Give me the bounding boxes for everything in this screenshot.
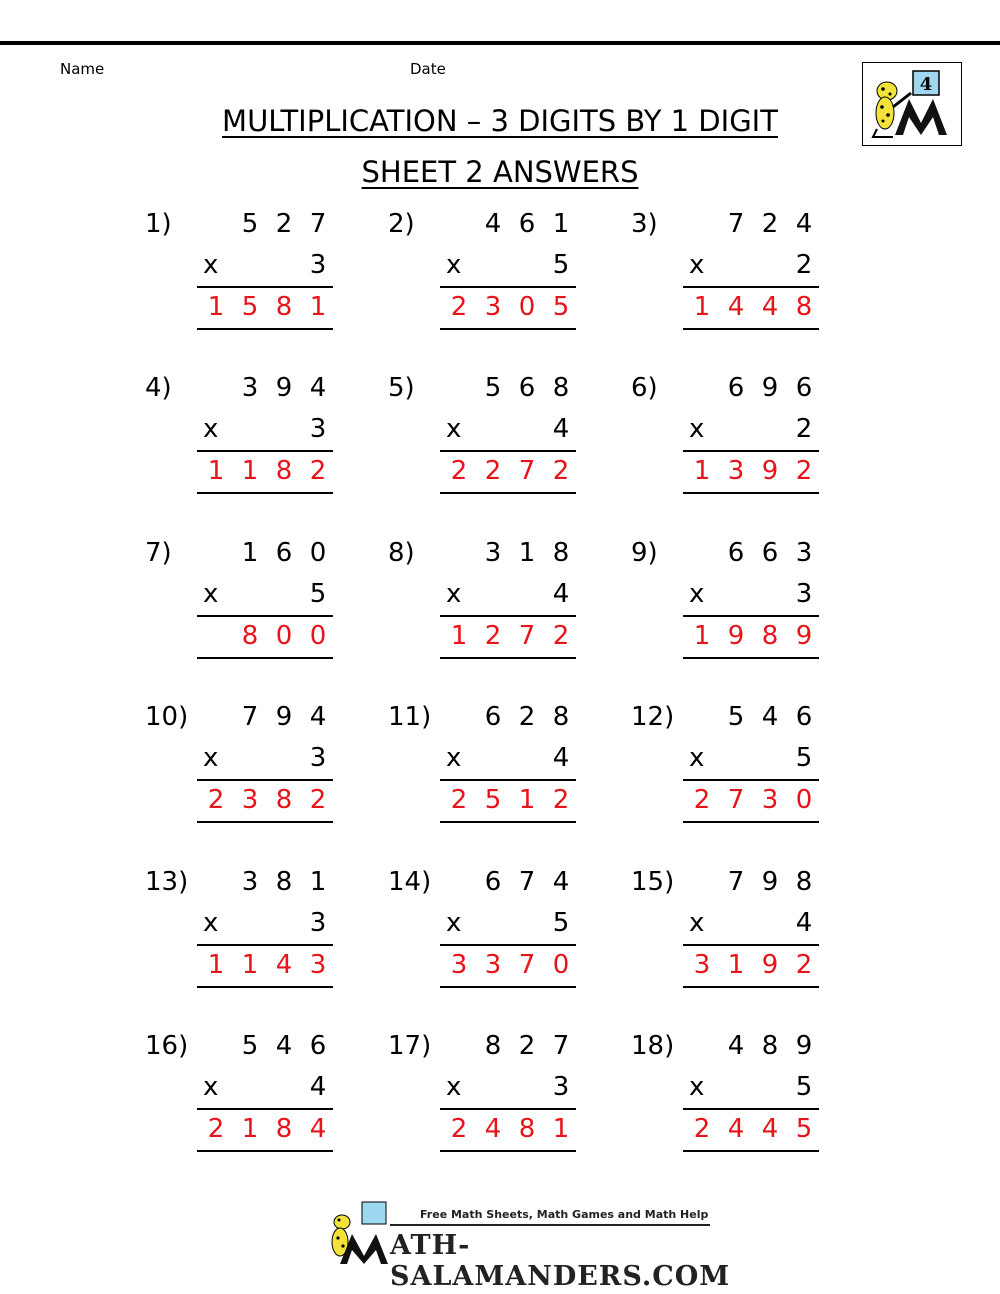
- answer: 2 3 0 5: [450, 292, 570, 322]
- answer-line: [440, 821, 576, 823]
- multiplier: 5: [552, 250, 570, 280]
- times-sign: x: [203, 250, 219, 280]
- problem-8: [388, 533, 588, 683]
- times-sign: x: [203, 908, 219, 938]
- multiplicand: 1 6 0: [241, 538, 327, 568]
- problem-number: 17): [388, 1031, 432, 1061]
- problem-number: 2): [388, 209, 415, 239]
- problem-2: [388, 204, 588, 354]
- answer-line: [197, 986, 333, 988]
- problem-3: [631, 204, 831, 354]
- problem-number: 11): [388, 702, 432, 732]
- answer-line: [440, 1150, 576, 1152]
- multiplicand: 6 9 6: [727, 373, 813, 403]
- problem-number: 12): [631, 702, 675, 732]
- problem-14: [388, 862, 588, 1012]
- problem-12: [631, 697, 831, 847]
- answer-line: [197, 492, 333, 494]
- problem-7: [145, 533, 345, 683]
- answer: 1 3 9 2: [693, 456, 813, 486]
- multiplier: 3: [795, 579, 813, 609]
- multiplier: 3: [309, 908, 327, 938]
- problem-5: [388, 368, 588, 518]
- multiplicand: 7 9 8: [727, 867, 813, 897]
- problem-number: 14): [388, 867, 432, 897]
- times-sign: x: [689, 743, 705, 773]
- top-rule: [0, 41, 1000, 45]
- times-sign: x: [203, 743, 219, 773]
- multiplier: 4: [552, 414, 570, 444]
- answer: 1 5 8 1: [207, 292, 327, 322]
- answer-line: [197, 328, 333, 330]
- multiplier: 5: [795, 743, 813, 773]
- problem-number: 1): [145, 209, 172, 239]
- answer-line: [440, 986, 576, 988]
- multiplicand: 7 9 4: [241, 702, 327, 732]
- problem-number: 9): [631, 538, 658, 568]
- answer-line: [197, 657, 333, 659]
- answer: 1 2 7 2: [450, 621, 570, 651]
- multiplier: 3: [309, 743, 327, 773]
- answer-line: [197, 821, 333, 823]
- times-sign: x: [446, 908, 462, 938]
- answer: 8 0 0: [241, 621, 327, 651]
- multiplicand: 3 8 1: [241, 867, 327, 897]
- page-subtitle: SHEET 2 ANSWERS: [361, 155, 639, 189]
- page-title: MULTIPLICATION – 3 DIGITS BY 1 DIGIT: [222, 104, 778, 138]
- answer-line: [683, 492, 819, 494]
- multiplier: 3: [309, 414, 327, 444]
- problem-number: 5): [388, 373, 415, 403]
- times-sign: x: [446, 743, 462, 773]
- answer: 2 5 1 2: [450, 785, 570, 815]
- times-sign: x: [689, 579, 705, 609]
- times-sign: x: [689, 1072, 705, 1102]
- multiplicand: 6 7 4: [484, 867, 570, 897]
- problem-number: 18): [631, 1031, 675, 1061]
- problem-number: 13): [145, 867, 189, 897]
- multiplier: 4: [795, 908, 813, 938]
- problem-18: [631, 1026, 831, 1176]
- multiplicand: 5 2 7: [241, 209, 327, 239]
- problem-number: 8): [388, 538, 415, 568]
- problem-number: 10): [145, 702, 189, 732]
- problem-11: [388, 697, 588, 847]
- multiplicand: 3 1 8: [484, 538, 570, 568]
- problem-13: [145, 862, 345, 1012]
- problem-number: 6): [631, 373, 658, 403]
- times-sign: x: [203, 579, 219, 609]
- logo-grade: 4: [919, 74, 933, 95]
- answer-line: [683, 986, 819, 988]
- answer: 1 1 8 2: [207, 456, 327, 486]
- answer-line: [440, 492, 576, 494]
- footer-logo: [320, 1198, 731, 1292]
- answer: 2 4 4 5: [693, 1114, 813, 1144]
- multiplicand: 8 2 7: [484, 1031, 570, 1061]
- multiplicand: 6 6 3: [727, 538, 813, 568]
- answer: 1 4 4 8: [693, 292, 813, 322]
- times-sign: x: [203, 1072, 219, 1102]
- problem-number: 16): [145, 1031, 189, 1061]
- problem-16: [145, 1026, 345, 1176]
- answer: 3 1 9 2: [693, 950, 813, 980]
- times-sign: x: [689, 414, 705, 444]
- times-sign: x: [446, 1072, 462, 1102]
- problem-17: [388, 1026, 588, 1176]
- footer-rule: [390, 1224, 710, 1226]
- problem-15: [631, 862, 831, 1012]
- answer: 2 7 3 0: [693, 785, 813, 815]
- date-label: Date: [410, 60, 446, 78]
- problem-10: [145, 697, 345, 847]
- multiplier: 4: [552, 579, 570, 609]
- multiplicand: 5 4 6: [241, 1031, 327, 1061]
- multiplicand: 5 6 8: [484, 373, 570, 403]
- answer: 1 1 4 3: [207, 950, 327, 980]
- answer: 2 1 8 4: [207, 1114, 327, 1144]
- answer-line: [683, 1150, 819, 1152]
- footer-tagline: Free Math Sheets, Math Games and Math Help: [420, 1208, 709, 1221]
- answer-line: [683, 821, 819, 823]
- times-sign: x: [203, 414, 219, 444]
- answer-line: [683, 657, 819, 659]
- problem-number: 4): [145, 373, 172, 403]
- times-sign: x: [446, 414, 462, 444]
- problem-number: 3): [631, 209, 658, 239]
- name-label: Name: [60, 60, 105, 78]
- multiplier: 3: [552, 1072, 570, 1102]
- answer-line: [440, 328, 576, 330]
- multiplier: 2: [795, 250, 813, 280]
- problem-6: [631, 368, 831, 518]
- problem-9: [631, 533, 831, 683]
- multiplicand: 3 9 4: [241, 373, 327, 403]
- problem-number: 15): [631, 867, 675, 897]
- footer-salamander-icon: [320, 1198, 390, 1270]
- multiplicand: 5 4 6: [727, 702, 813, 732]
- multiplier: 5: [309, 579, 327, 609]
- answer: 2 2 7 2: [450, 456, 570, 486]
- multiplier: 3: [309, 250, 327, 280]
- multiplier: 5: [795, 1072, 813, 1102]
- footer-site-link[interactable]: ATH-SALAMANDERS.COM: [390, 1230, 731, 1292]
- multiplier: 2: [795, 414, 813, 444]
- times-sign: x: [446, 579, 462, 609]
- times-sign: x: [689, 908, 705, 938]
- answer-line: [197, 1150, 333, 1152]
- answer-line: [683, 328, 819, 330]
- multiplicand: 4 6 1: [484, 209, 570, 239]
- times-sign: x: [689, 250, 705, 280]
- multiplicand: 4 8 9: [727, 1031, 813, 1061]
- multiplicand: 7 2 4: [727, 209, 813, 239]
- answer: 3 3 7 0: [450, 950, 570, 980]
- answer: 2 3 8 2: [207, 785, 327, 815]
- multiplier: 4: [309, 1072, 327, 1102]
- multiplicand: 6 2 8: [484, 702, 570, 732]
- answer: 1 9 8 9: [693, 621, 813, 651]
- problem-number: 7): [145, 538, 172, 568]
- problem-4: [145, 368, 345, 518]
- multiplier: 5: [552, 908, 570, 938]
- times-sign: x: [446, 250, 462, 280]
- answer-line: [440, 657, 576, 659]
- answer: 2 4 8 1: [450, 1114, 570, 1144]
- multiplier: 4: [552, 743, 570, 773]
- problem-1: [145, 204, 345, 354]
